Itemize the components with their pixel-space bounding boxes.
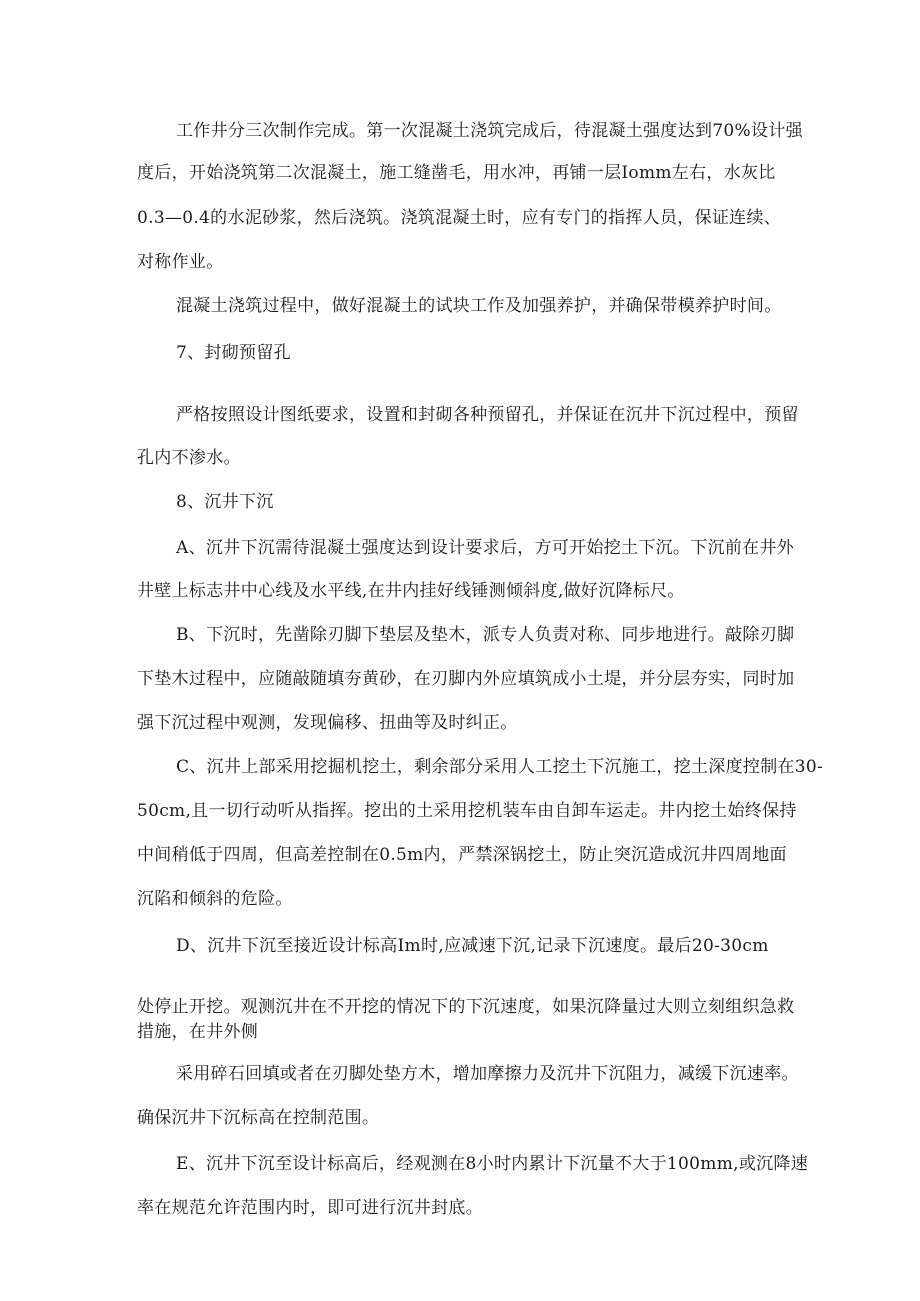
text-line: 沉陷和倾斜的危险。	[137, 889, 293, 909]
text-line: 率在规范允许范围内时，即可进行沉井封底。	[137, 1198, 483, 1218]
text-line: 确保沉井下沉标高在控制范围。	[137, 1108, 380, 1128]
text-line: C、沉井上部采用挖掘机挖土，剩余部分采用人工挖土下沉施工，挖土深度控制在30-	[176, 757, 824, 777]
text-line: 孔内不渗水。	[137, 448, 241, 468]
text-line: 严格按照设计图纸要求，设置和封砌各种预留孔，并保证在沉井下沉过程中，预留	[176, 405, 799, 425]
text-line: E、沉井下沉至设计标高后，经观测在8小时内累计下沉量不大于100mm,或沉降速	[176, 1154, 809, 1174]
text-line: 工作井分三次制作完成。第一次混凝土浇筑完成后，待混凝土强度达到70%设计强	[176, 121, 803, 141]
text-line: 混凝土浇筑过程中，做好混凝土的试块工作及加强养护，并确保带模养护时间。	[176, 296, 782, 316]
text-line: 采用碎石回填或者在刃脚处垫方木，增加摩擦力及沉井下沉阻力，减缓下沉速率。	[176, 1064, 799, 1084]
text-line: 下垫木过程中，应随敲随填夯黄砂，在刃脚内外应填筑成小土堤，并分层夯实，同时加	[137, 669, 795, 689]
text-line: 50cm,且一切行动听从指挥。挖出的土采用挖机装车由自卸车运走。井内挖土始终保持	[137, 801, 797, 821]
text-line: 度后，开始浇筑第二次混凝土，施工缝凿毛，用水冲，再铺一层Iomm左右，水灰比	[137, 163, 776, 183]
section-heading: 8、沉井下沉	[176, 492, 274, 512]
text-line: D、沉井下沉至接近设计标高Im时,应减速下沉,记录下沉速度。最后20-30cm	[176, 936, 769, 956]
text-line: 措施，在井外侧	[137, 1022, 259, 1042]
text-line: 处停止开挖。观测沉井在不开挖的情况下的下沉速度，如果沉降量过大则立刻组织急救	[137, 997, 795, 1017]
section-heading: 7、封砌预留孔	[176, 343, 291, 363]
text-line: 0.3—0.4的水泥砂浆，然后浇筑。浇筑混凝土时，应有专门的指挥人员，保证连续、	[137, 208, 782, 228]
text-line: 中间稍低于四周，但高差控制在0.5m内，严禁深锅挖土，防止突沉造成沉井四周地面	[137, 845, 787, 865]
text-line: B、下沉时，先凿除刃脚下垫层及垫木，派专人负责对称、同步地进行。敲除刃脚	[176, 625, 795, 645]
text-line: A、沉井下沉需待混凝土强度达到设计要求后，方可开始挖土下沉。下沉前在井外	[176, 538, 795, 558]
text-line: 对称作业。	[137, 252, 224, 272]
text-line: 井壁上标志井中心线及水平线,在井内挂好线锤测倾斜度,做好沉降标尺。	[137, 581, 685, 601]
text-line: 强下沉过程中观测，发现偏移、扭曲等及时纠正。	[137, 713, 518, 733]
